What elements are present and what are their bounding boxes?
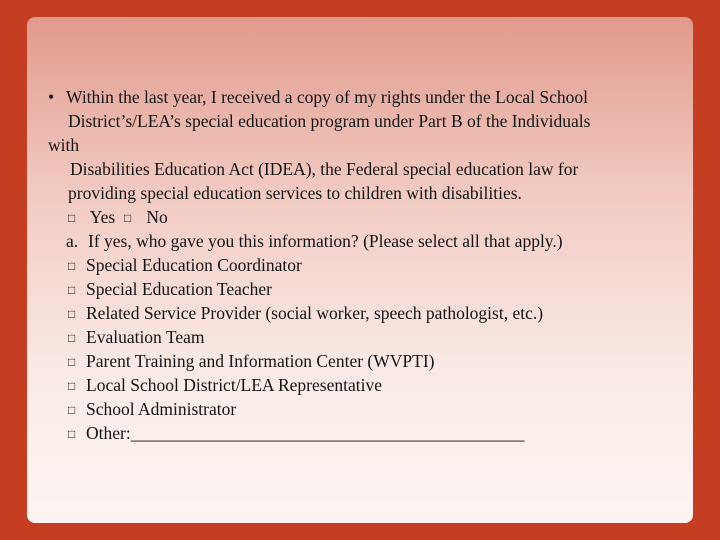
question-text-1: Within the last year, I received a copy of my rights under the Local School bbox=[66, 87, 588, 107]
question-line-3 bbox=[48, 133, 688, 157]
question-line-2 bbox=[48, 109, 688, 133]
yes-no-row bbox=[48, 205, 688, 229]
option-row bbox=[48, 373, 688, 397]
option-checkbox[interactable]: □ bbox=[68, 427, 76, 441]
other-field[interactable]: Other:_____________________________________________ bbox=[86, 423, 525, 443]
option-checkbox[interactable]: □ bbox=[68, 259, 76, 273]
option-checkbox[interactable]: □ bbox=[68, 355, 76, 369]
option-row bbox=[48, 325, 688, 349]
option-label: Related Service Provider (social worker, speech pathologist, etc.) bbox=[86, 303, 544, 323]
option-checkbox[interactable]: □ bbox=[68, 379, 76, 393]
no-checkbox[interactable]: □ bbox=[123, 211, 132, 225]
question-text-4: Disabilities Education Act (IDEA), the Federal special education law for bbox=[70, 159, 579, 179]
option-checkbox[interactable]: □ bbox=[68, 403, 76, 417]
option-label: Parent Training and Information Center (WVPTI) bbox=[86, 351, 435, 371]
subquestion-text: If yes, who gave you this information? (Please select all that apply.) bbox=[88, 231, 563, 251]
option-label: School Administrator bbox=[86, 399, 237, 419]
no-label: No bbox=[146, 207, 168, 227]
option-label: Local School District/LEA Representative bbox=[86, 375, 382, 395]
option-row bbox=[48, 421, 688, 445]
subquestion bbox=[48, 229, 688, 253]
question-line-5 bbox=[48, 181, 688, 205]
option-row bbox=[48, 301, 688, 325]
question-text-5: providing special education services to children with disabilities. bbox=[68, 183, 522, 203]
yes-checkbox[interactable]: □ bbox=[68, 211, 76, 225]
option-row bbox=[48, 397, 688, 421]
option-row bbox=[48, 253, 688, 277]
question-text-2: District’s/LEA’s special education program under Part B of the Individuals bbox=[68, 111, 591, 131]
yes-label: Yes bbox=[89, 207, 116, 227]
option-label: Special Education Coordinator bbox=[86, 255, 302, 275]
option-checkbox[interactable]: □ bbox=[68, 283, 76, 297]
bullet-icon: • bbox=[48, 87, 55, 107]
option-row bbox=[48, 277, 688, 301]
option-checkbox[interactable]: □ bbox=[68, 331, 76, 345]
option-checkbox[interactable]: □ bbox=[68, 307, 76, 321]
question-line-4 bbox=[48, 157, 688, 181]
survey-question bbox=[48, 85, 688, 445]
option-label: Special Education Teacher bbox=[86, 279, 273, 299]
option-row bbox=[48, 349, 688, 373]
subquestion-marker: a. bbox=[66, 231, 79, 251]
question-line-1 bbox=[48, 85, 688, 109]
question-text-3: with bbox=[48, 135, 80, 155]
option-label: Evaluation Team bbox=[86, 327, 205, 347]
